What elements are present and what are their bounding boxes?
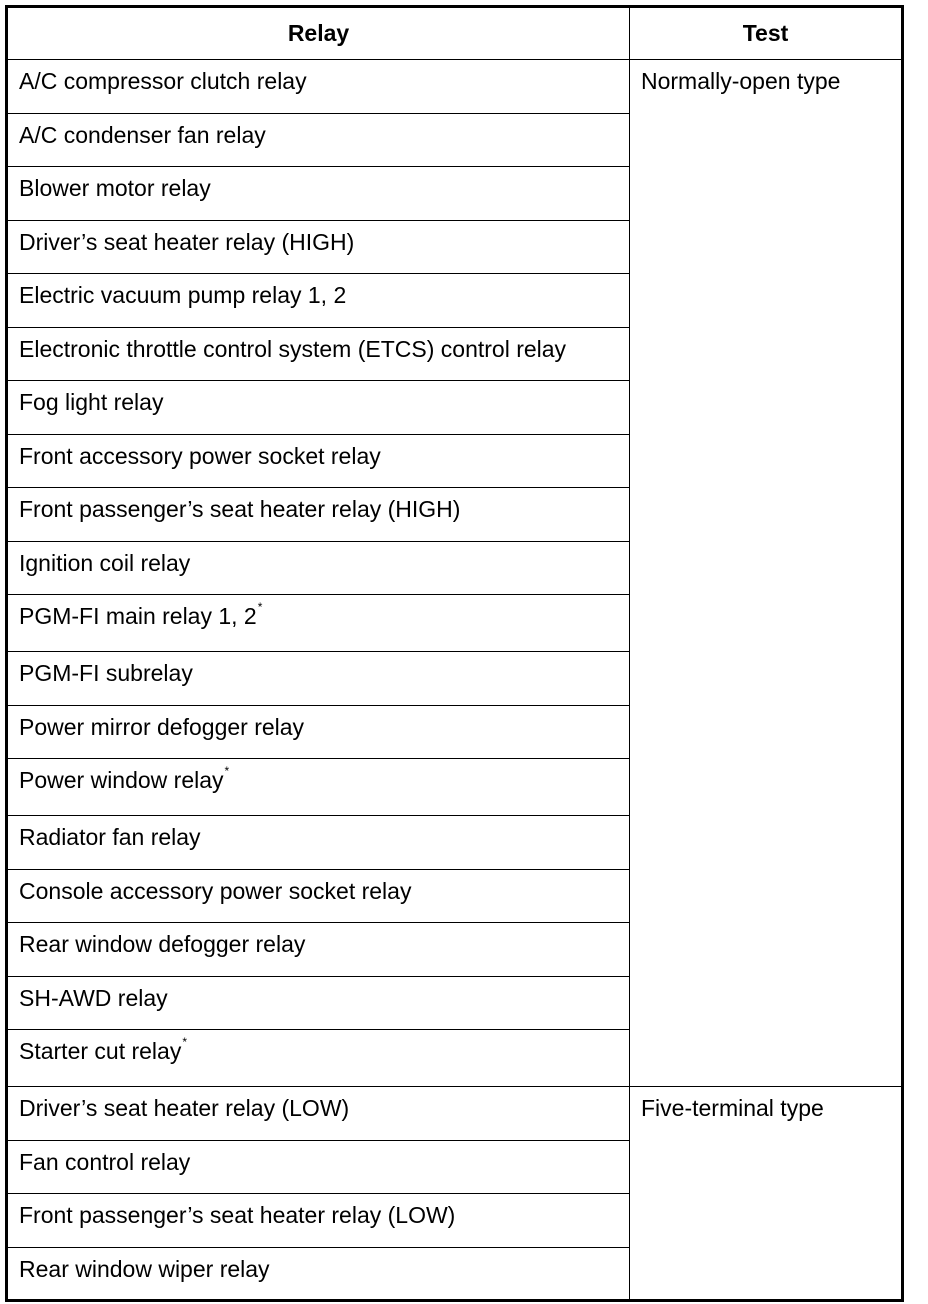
relay-name: Electronic throttle control system (ETCS) control relay <box>19 335 567 362</box>
relay-cell <box>7 434 630 488</box>
relay-cell <box>7 1087 630 1141</box>
relay-cell <box>7 113 630 167</box>
relay-name: Front passenger’s seat heater relay (LOW) <box>19 1202 456 1228</box>
relay-name: Fog light relay <box>19 389 164 415</box>
relay-cell <box>7 60 630 114</box>
footnote-marker: * <box>224 764 230 778</box>
relay-cell <box>7 220 630 274</box>
test-type-cell: Normally-open type <box>630 60 903 1087</box>
relay-column-header: Relay <box>7 7 630 60</box>
relay-name: Front passenger’s seat heater relay (HIGH) <box>19 496 461 522</box>
relay-cell <box>7 1030 630 1087</box>
relay-cell <box>7 595 630 652</box>
relay-name: Fan control relay <box>19 1148 191 1175</box>
table-row <box>7 60 903 114</box>
relay-name: A/C compressor clutch relay <box>19 68 307 94</box>
footnote-marker: * <box>182 1035 188 1049</box>
relay-cell <box>7 705 630 759</box>
relay-name: Blower motor relay <box>19 175 211 201</box>
relay-cell <box>7 759 630 816</box>
relay-name: PGM-FI main relay 1, 2 <box>19 603 257 629</box>
footnote-marker: * <box>257 600 263 614</box>
relay-name: A/C condenser fan relay <box>19 121 266 148</box>
relay-test-table <box>5 5 904 1302</box>
relay-name: Radiator fan relay <box>19 824 201 850</box>
relay-cell <box>7 923 630 977</box>
relay-name: SH-AWD relay <box>19 984 168 1011</box>
relay-name: Rear window defogger relay <box>19 931 306 957</box>
relay-cell <box>7 167 630 221</box>
relay-cell <box>7 541 630 595</box>
relay-cell <box>7 1194 630 1248</box>
relay-cell <box>7 327 630 381</box>
relay-name: Power mirror defogger relay <box>19 713 305 740</box>
relay-name: Front accessory power socket relay <box>19 442 381 469</box>
relay-cell <box>7 1140 630 1194</box>
test-column-header: Test <box>630 7 903 60</box>
test-type-cell: Five-terminal type <box>630 1087 903 1301</box>
relay-name: Power window relay <box>19 767 224 793</box>
relay-name: Driver’s seat heater relay (HIGH) <box>19 228 355 255</box>
relay-name: Rear window wiper relay <box>19 1255 270 1282</box>
relay-cell <box>7 976 630 1030</box>
table-body <box>7 60 903 1301</box>
relay-name: Console accessory power socket relay <box>19 877 412 904</box>
relay-cell <box>7 652 630 706</box>
relay-name: Electric vacuum pump relay 1, 2 <box>19 282 347 308</box>
relay-cell <box>7 1247 630 1301</box>
relay-name: Starter cut relay <box>19 1038 182 1064</box>
relay-cell <box>7 381 630 435</box>
relay-cell <box>7 869 630 923</box>
table-row <box>7 1087 903 1141</box>
header-row <box>7 7 903 60</box>
relay-name: Driver’s seat heater relay (LOW) <box>19 1095 350 1121</box>
relay-cell <box>7 488 630 542</box>
relay-name: Ignition coil relay <box>19 549 191 576</box>
relay-cell <box>7 274 630 328</box>
relay-cell <box>7 816 630 870</box>
relay-name: PGM-FI subrelay <box>19 660 193 686</box>
